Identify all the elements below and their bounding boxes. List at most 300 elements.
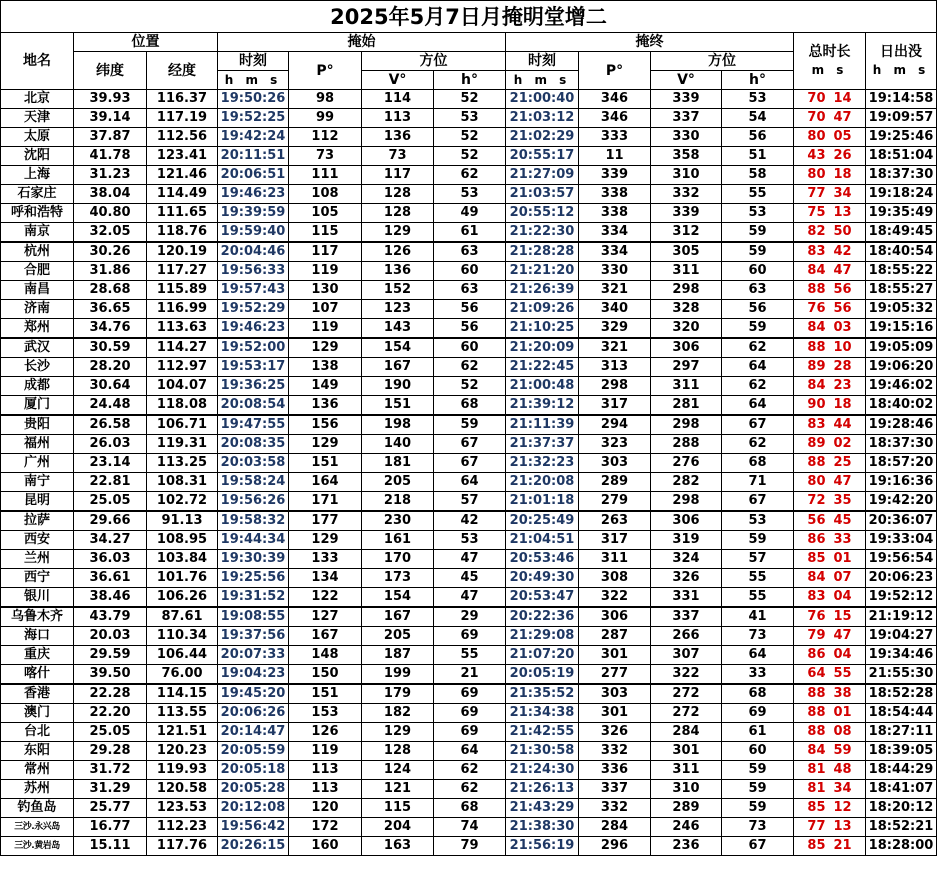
start-v-cell: 123 <box>362 300 434 319</box>
header-start-p: P° <box>289 52 362 90</box>
sunset-cell: 19:16:36 <box>866 473 937 492</box>
lat-cell: 23.14 <box>74 454 147 473</box>
city-cell: 长沙 <box>1 358 74 377</box>
end-time-cell: 21:01:18 <box>506 492 579 512</box>
duration-minutes: 85 <box>807 551 826 566</box>
end-h-cell: 55 <box>722 569 794 588</box>
duration-cell <box>794 684 866 704</box>
lat-cell: 16.77 <box>74 818 147 837</box>
start-p-cell: 153 <box>289 704 362 723</box>
end-v-cell: 330 <box>651 128 722 147</box>
duration-seconds: 33 <box>833 532 852 547</box>
start-p-cell: 115 <box>289 223 362 243</box>
duration-seconds: 42 <box>833 244 852 259</box>
sunset-cell: 18:27:11 <box>866 723 937 742</box>
end-time-cell: 21:03:57 <box>506 185 579 204</box>
duration-minutes: 88 <box>807 686 826 701</box>
city-cell: 西宁 <box>1 569 74 588</box>
header-lon: 经度 <box>147 52 218 90</box>
duration-seconds: 48 <box>833 762 852 777</box>
end-h-cell: 53 <box>722 204 794 223</box>
end-h-cell: 67 <box>722 415 794 435</box>
end-p-cell: 334 <box>579 223 651 243</box>
duration-minutes: 81 <box>807 762 826 777</box>
start-p-cell: 150 <box>289 665 362 685</box>
start-time-cell: 20:07:33 <box>218 646 289 665</box>
duration-seconds: 59 <box>833 743 852 758</box>
end-h-cell: 59 <box>722 223 794 243</box>
lat-cell: 37.87 <box>74 128 147 147</box>
duration-minutes: 70 <box>807 91 826 106</box>
start-p-cell: 99 <box>289 109 362 128</box>
duration-cell <box>794 435 866 454</box>
start-time-cell: 20:14:47 <box>218 723 289 742</box>
city-cell: 天津 <box>1 109 74 128</box>
duration-seconds: 14 <box>833 91 852 106</box>
duration-cell <box>794 377 866 396</box>
duration-seconds: 23 <box>833 378 852 393</box>
duration-cell <box>794 166 866 185</box>
end-v-cell: 306 <box>651 511 722 531</box>
end-time-cell: 21:03:12 <box>506 109 579 128</box>
sunset-cell: 20:36:07 <box>866 511 937 531</box>
start-v-cell: 114 <box>362 90 434 109</box>
start-h-cell: 49 <box>434 204 506 223</box>
lat-cell: 31.29 <box>74 780 147 799</box>
end-h-cell: 53 <box>722 90 794 109</box>
end-v-cell: 337 <box>651 607 722 627</box>
sunset-cell: 19:25:46 <box>866 128 937 147</box>
start-time-cell: 19:56:33 <box>218 262 289 281</box>
lat-cell: 25.05 <box>74 723 147 742</box>
data-table <box>0 32 937 856</box>
header-start-hms: h m s <box>218 71 289 90</box>
start-v-cell: 121 <box>362 780 434 799</box>
duration-cell <box>794 665 866 685</box>
header-end-p: P° <box>579 52 651 90</box>
city-cell: 乌鲁木齐 <box>1 607 74 627</box>
start-time-cell: 19:50:26 <box>218 90 289 109</box>
table-row <box>1 185 937 204</box>
duration-minutes: 88 <box>807 340 826 355</box>
sunset-cell: 18:40:02 <box>866 396 937 416</box>
start-v-cell: 136 <box>362 128 434 147</box>
duration-cell <box>794 300 866 319</box>
duration-seconds: 21 <box>833 838 852 853</box>
end-time-cell: 20:55:17 <box>506 147 579 166</box>
lon-cell: 114.15 <box>147 684 218 704</box>
header-end-hms: h m s <box>506 71 579 90</box>
end-h-cell: 61 <box>722 723 794 742</box>
end-p-cell: 334 <box>579 242 651 262</box>
start-h-cell: 42 <box>434 511 506 531</box>
duration-seconds: 56 <box>833 301 852 316</box>
start-h-cell: 61 <box>434 223 506 243</box>
city-cell: 北京 <box>1 90 74 109</box>
end-v-cell: 310 <box>651 780 722 799</box>
end-v-cell: 331 <box>651 588 722 608</box>
end-h-cell: 53 <box>722 511 794 531</box>
start-v-cell: 230 <box>362 511 434 531</box>
start-v-cell: 181 <box>362 454 434 473</box>
duration-seconds: 08 <box>833 724 852 739</box>
lon-cell: 121.46 <box>147 166 218 185</box>
sunset-cell: 21:19:12 <box>866 607 937 627</box>
lon-cell: 117.19 <box>147 109 218 128</box>
sunset-cell: 18:41:07 <box>866 780 937 799</box>
duration-cell <box>794 396 866 416</box>
end-h-cell: 56 <box>722 300 794 319</box>
sunset-cell: 18:39:05 <box>866 742 937 761</box>
start-h-cell: 55 <box>434 646 506 665</box>
duration-seconds: 10 <box>833 340 852 355</box>
lat-cell: 30.59 <box>74 338 147 358</box>
start-p-cell: 133 <box>289 550 362 569</box>
duration-cell <box>794 338 866 358</box>
end-v-cell: 236 <box>651 837 722 856</box>
city-cell: 银川 <box>1 588 74 608</box>
lat-cell: 20.03 <box>74 627 147 646</box>
end-p-cell: 287 <box>579 627 651 646</box>
start-time-cell: 20:05:28 <box>218 780 289 799</box>
duration-minutes: 84 <box>807 570 826 585</box>
table-row <box>1 90 937 109</box>
end-time-cell: 21:00:48 <box>506 377 579 396</box>
start-p-cell: 120 <box>289 799 362 818</box>
start-h-cell: 69 <box>434 704 506 723</box>
duration-minutes: 83 <box>807 417 826 432</box>
duration-seconds: 50 <box>833 224 852 239</box>
end-v-cell: 276 <box>651 454 722 473</box>
start-p-cell: 134 <box>289 569 362 588</box>
end-v-cell: 339 <box>651 204 722 223</box>
start-v-cell: 73 <box>362 147 434 166</box>
start-h-cell: 69 <box>434 627 506 646</box>
table-row <box>1 818 937 837</box>
start-time-cell: 19:57:43 <box>218 281 289 300</box>
lon-cell: 113.63 <box>147 319 218 339</box>
end-time-cell: 21:21:20 <box>506 262 579 281</box>
lat-cell: 30.26 <box>74 242 147 262</box>
start-h-cell: 68 <box>434 396 506 416</box>
end-p-cell: 289 <box>579 473 651 492</box>
end-h-cell: 59 <box>722 799 794 818</box>
end-h-cell: 54 <box>722 109 794 128</box>
end-p-cell: 332 <box>579 799 651 818</box>
start-v-cell: 167 <box>362 607 434 627</box>
start-time-cell: 20:12:08 <box>218 799 289 818</box>
end-p-cell: 322 <box>579 588 651 608</box>
duration-cell <box>794 742 866 761</box>
end-p-cell: 323 <box>579 435 651 454</box>
lon-cell: 113.55 <box>147 704 218 723</box>
start-v-cell: 128 <box>362 742 434 761</box>
start-h-cell: 52 <box>434 128 506 147</box>
start-time-cell: 19:52:25 <box>218 109 289 128</box>
table-row <box>1 358 937 377</box>
city-cell: 南昌 <box>1 281 74 300</box>
city-cell: 杭州 <box>1 242 74 262</box>
end-v-cell: 332 <box>651 185 722 204</box>
start-time-cell: 19:52:00 <box>218 338 289 358</box>
end-p-cell: 301 <box>579 646 651 665</box>
table-row <box>1 588 937 608</box>
end-h-cell: 59 <box>722 780 794 799</box>
lon-cell: 114.27 <box>147 338 218 358</box>
duration-seconds: 47 <box>833 110 852 125</box>
start-p-cell: 164 <box>289 473 362 492</box>
start-h-cell: 53 <box>434 109 506 128</box>
start-time-cell: 19:25:56 <box>218 569 289 588</box>
lat-cell: 31.86 <box>74 262 147 281</box>
lat-cell: 15.11 <box>74 837 147 856</box>
duration-cell <box>794 627 866 646</box>
end-p-cell: 11 <box>579 147 651 166</box>
lat-cell: 34.76 <box>74 319 147 339</box>
start-v-cell: 129 <box>362 223 434 243</box>
city-cell: 合肥 <box>1 262 74 281</box>
start-time-cell: 20:08:54 <box>218 396 289 416</box>
table-row <box>1 319 937 339</box>
city-cell: 石家庄 <box>1 185 74 204</box>
lon-cell: 108.31 <box>147 473 218 492</box>
duration-cell <box>794 818 866 837</box>
end-p-cell: 346 <box>579 109 651 128</box>
start-p-cell: 98 <box>289 90 362 109</box>
lon-cell: 110.34 <box>147 627 218 646</box>
start-time-cell: 19:42:24 <box>218 128 289 147</box>
end-h-cell: 62 <box>722 338 794 358</box>
end-h-cell: 71 <box>722 473 794 492</box>
end-p-cell: 346 <box>579 90 651 109</box>
end-time-cell: 21:07:20 <box>506 646 579 665</box>
duration-cell <box>794 473 866 492</box>
lat-cell: 38.04 <box>74 185 147 204</box>
city-cell: 东阳 <box>1 742 74 761</box>
start-time-cell: 19:08:55 <box>218 607 289 627</box>
sunset-cell: 19:18:24 <box>866 185 937 204</box>
lon-cell: 112.23 <box>147 818 218 837</box>
start-h-cell: 62 <box>434 761 506 780</box>
end-p-cell: 321 <box>579 338 651 358</box>
duration-cell <box>794 454 866 473</box>
duration-cell <box>794 204 866 223</box>
end-h-cell: 59 <box>722 531 794 550</box>
table-row <box>1 204 937 223</box>
end-p-cell: 326 <box>579 723 651 742</box>
start-h-cell: 64 <box>434 742 506 761</box>
start-h-cell: 59 <box>434 415 506 435</box>
end-v-cell: 324 <box>651 550 722 569</box>
duration-minutes: 83 <box>807 244 826 259</box>
start-h-cell: 64 <box>434 473 506 492</box>
start-v-cell: 154 <box>362 588 434 608</box>
start-p-cell: 151 <box>289 454 362 473</box>
end-v-cell: 311 <box>651 761 722 780</box>
sunset-cell: 19:34:46 <box>866 646 937 665</box>
city-cell: 呼和浩特 <box>1 204 74 223</box>
lat-cell: 24.48 <box>74 396 147 416</box>
lon-cell: 112.97 <box>147 358 218 377</box>
lat-cell: 32.05 <box>74 223 147 243</box>
lat-cell: 31.72 <box>74 761 147 780</box>
table-row <box>1 473 937 492</box>
end-time-cell: 21:02:29 <box>506 128 579 147</box>
city-cell: 苏州 <box>1 780 74 799</box>
start-time-cell: 19:37:56 <box>218 627 289 646</box>
city-cell: 南京 <box>1 223 74 243</box>
start-time-cell: 20:26:15 <box>218 837 289 856</box>
end-p-cell: 303 <box>579 454 651 473</box>
sunset-cell: 19:05:32 <box>866 300 937 319</box>
start-h-cell: 21 <box>434 665 506 685</box>
duration-seconds: 47 <box>833 628 852 643</box>
end-p-cell: 330 <box>579 262 651 281</box>
lat-cell: 29.59 <box>74 646 147 665</box>
sunset-cell: 18:28:00 <box>866 837 937 856</box>
start-h-cell: 67 <box>434 435 506 454</box>
end-h-cell: 58 <box>722 166 794 185</box>
end-h-cell: 67 <box>722 837 794 856</box>
duration-cell <box>794 358 866 377</box>
lon-cell: 118.08 <box>147 396 218 416</box>
lon-cell: 113.25 <box>147 454 218 473</box>
duration-cell <box>794 780 866 799</box>
start-p-cell: 160 <box>289 837 362 856</box>
lat-cell: 25.05 <box>74 492 147 512</box>
lat-cell: 34.27 <box>74 531 147 550</box>
duration-minutes: 85 <box>807 838 826 853</box>
end-h-cell: 67 <box>722 492 794 512</box>
start-p-cell: 119 <box>289 262 362 281</box>
end-p-cell: 338 <box>579 185 651 204</box>
start-v-cell: 179 <box>362 684 434 704</box>
lat-cell: 29.66 <box>74 511 147 531</box>
city-cell: 昆明 <box>1 492 74 512</box>
lon-cell: 101.76 <box>147 569 218 588</box>
end-p-cell: 279 <box>579 492 651 512</box>
end-time-cell: 21:29:08 <box>506 627 579 646</box>
start-v-cell: 198 <box>362 415 434 435</box>
table-row <box>1 742 937 761</box>
end-h-cell: 69 <box>722 704 794 723</box>
duration-cell <box>794 415 866 435</box>
end-h-cell: 59 <box>722 319 794 339</box>
start-time-cell: 19:44:34 <box>218 531 289 550</box>
header-end-time: 时刻 <box>506 52 579 71</box>
table-row <box>1 550 937 569</box>
end-p-cell: 337 <box>579 780 651 799</box>
duration-cell <box>794 223 866 243</box>
lat-cell: 40.80 <box>74 204 147 223</box>
table-row <box>1 646 937 665</box>
end-time-cell: 21:37:37 <box>506 435 579 454</box>
lon-cell: 106.71 <box>147 415 218 435</box>
duration-seconds: 04 <box>833 589 852 604</box>
end-h-cell: 57 <box>722 550 794 569</box>
end-h-cell: 62 <box>722 377 794 396</box>
start-p-cell: 130 <box>289 281 362 300</box>
start-p-cell: 136 <box>289 396 362 416</box>
city-cell: 福州 <box>1 435 74 454</box>
duration-minutes: 81 <box>807 781 826 796</box>
end-p-cell: 277 <box>579 665 651 685</box>
start-p-cell: 117 <box>289 242 362 262</box>
table-row <box>1 569 937 588</box>
end-p-cell: 308 <box>579 569 651 588</box>
start-p-cell: 171 <box>289 492 362 512</box>
start-p-cell: 119 <box>289 742 362 761</box>
duration-seconds: 05 <box>833 129 852 144</box>
start-v-cell: 115 <box>362 799 434 818</box>
duration-minutes: 88 <box>807 705 826 720</box>
end-v-cell: 305 <box>651 242 722 262</box>
city-cell: 上海 <box>1 166 74 185</box>
duration-cell <box>794 109 866 128</box>
lon-cell: 87.61 <box>147 607 218 627</box>
sunset-cell: 19:05:09 <box>866 338 937 358</box>
start-v-cell: 182 <box>362 704 434 723</box>
sunset-cell: 21:55:30 <box>866 665 937 685</box>
city-cell: 南宁 <box>1 473 74 492</box>
end-h-cell: 62 <box>722 435 794 454</box>
table-row <box>1 109 937 128</box>
lon-cell: 119.31 <box>147 435 218 454</box>
sunset-cell: 19:56:54 <box>866 550 937 569</box>
sunset-cell: 19:46:02 <box>866 377 937 396</box>
header-position: 位置 <box>74 33 218 52</box>
end-v-cell: 272 <box>651 684 722 704</box>
sunset-cell: 19:52:12 <box>866 588 937 608</box>
duration-seconds: 44 <box>833 417 852 432</box>
start-time-cell: 20:06:26 <box>218 704 289 723</box>
city-cell: 厦门 <box>1 396 74 416</box>
start-h-cell: 52 <box>434 147 506 166</box>
duration-seconds: 56 <box>833 282 852 297</box>
end-v-cell: 288 <box>651 435 722 454</box>
end-v-cell: 289 <box>651 799 722 818</box>
duration-cell <box>794 704 866 723</box>
start-p-cell: 138 <box>289 358 362 377</box>
duration-minutes: 85 <box>807 800 826 815</box>
start-v-cell: 161 <box>362 531 434 550</box>
start-h-cell: 79 <box>434 837 506 856</box>
duration-minutes: 83 <box>807 589 826 604</box>
city-cell: 郑州 <box>1 319 74 339</box>
duration-seconds: 35 <box>833 493 852 508</box>
lon-cell: 117.27 <box>147 262 218 281</box>
table-row <box>1 128 937 147</box>
end-p-cell: 317 <box>579 396 651 416</box>
start-v-cell: 129 <box>362 723 434 742</box>
duration-cell <box>794 588 866 608</box>
start-time-cell: 20:04:46 <box>218 242 289 262</box>
duration-seconds: 02 <box>833 436 852 451</box>
duration-minutes: 82 <box>807 224 826 239</box>
start-v-cell: 136 <box>362 262 434 281</box>
end-time-cell: 21:04:51 <box>506 531 579 550</box>
duration-cell <box>794 531 866 550</box>
end-p-cell: 303 <box>579 684 651 704</box>
start-p-cell: 122 <box>289 588 362 608</box>
start-time-cell: 20:06:51 <box>218 166 289 185</box>
header-sunset <box>866 33 937 90</box>
end-time-cell: 20:49:30 <box>506 569 579 588</box>
start-time-cell: 20:05:18 <box>218 761 289 780</box>
start-p-cell: 107 <box>289 300 362 319</box>
start-v-cell: 128 <box>362 204 434 223</box>
sunset-cell: 19:33:04 <box>866 531 937 550</box>
